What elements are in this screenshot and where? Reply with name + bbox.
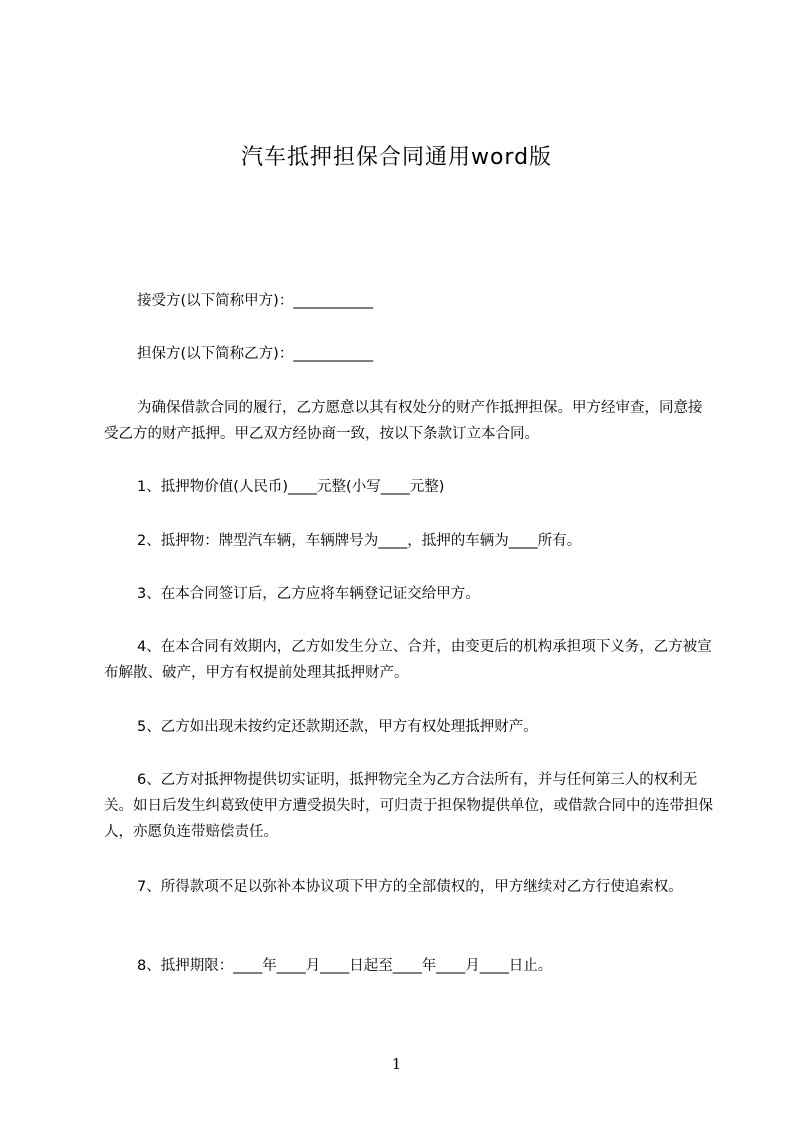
document-title: 汽车抵押担保合同通用word版 [240, 145, 553, 170]
page-number: 1 [391, 1055, 402, 1073]
party-b-line: 担保方(以下简称乙方)：___________ [137, 346, 374, 362]
clause-6: 6、乙方对抵押物提供切实证明，抵押物完全为乙方合法所有，并与任何第三人的权利无关。如日后发生纠葛致使甲方遭受损失时，可归责于担保物提供单位，或借款合同中的连带担保人，亦愿负连带赔偿责任。 [104, 772, 713, 840]
party-a-line: 接受方(以下简称甲方)：___________ [137, 293, 374, 309]
clause-8: 8、抵押期限：____年____月____日起至____年____月____日止。 [137, 958, 553, 974]
clause-1: 1、抵押物价值(人民币)____元整(小写____元整) [137, 479, 445, 495]
preamble-paragraph: 为确保借款合同的履行，乙方愿意以其有权处分的财产作抵押担保。甲方经审查，同意接受乙方的财产抵押。甲乙双方经协商一致，按以下条款订立本合同。 [104, 400, 703, 442]
clause-4: 4、在本合同有效期内，乙方如发生分立、合并，由变更后的机构承担项下义务，乙方被宣布解散、破产，甲方有权提前处理其抵押财产。 [104, 639, 712, 681]
clause-7: 7、所得款项不足以弥补本协议项下甲方的全部债权的，甲方继续对乙方行使追索权。 [137, 879, 683, 895]
clause-3: 3、在本合同签订后，乙方应将车辆登记证交给甲方。 [137, 586, 480, 602]
clause-5: 5、乙方如出现未按约定还款期还款，甲方有权处理抵押财产。 [137, 719, 538, 735]
clause-2: 2、抵押物：牌型汽车辆，车辆牌号为____，抵押的车辆为____所有。 [137, 533, 582, 549]
